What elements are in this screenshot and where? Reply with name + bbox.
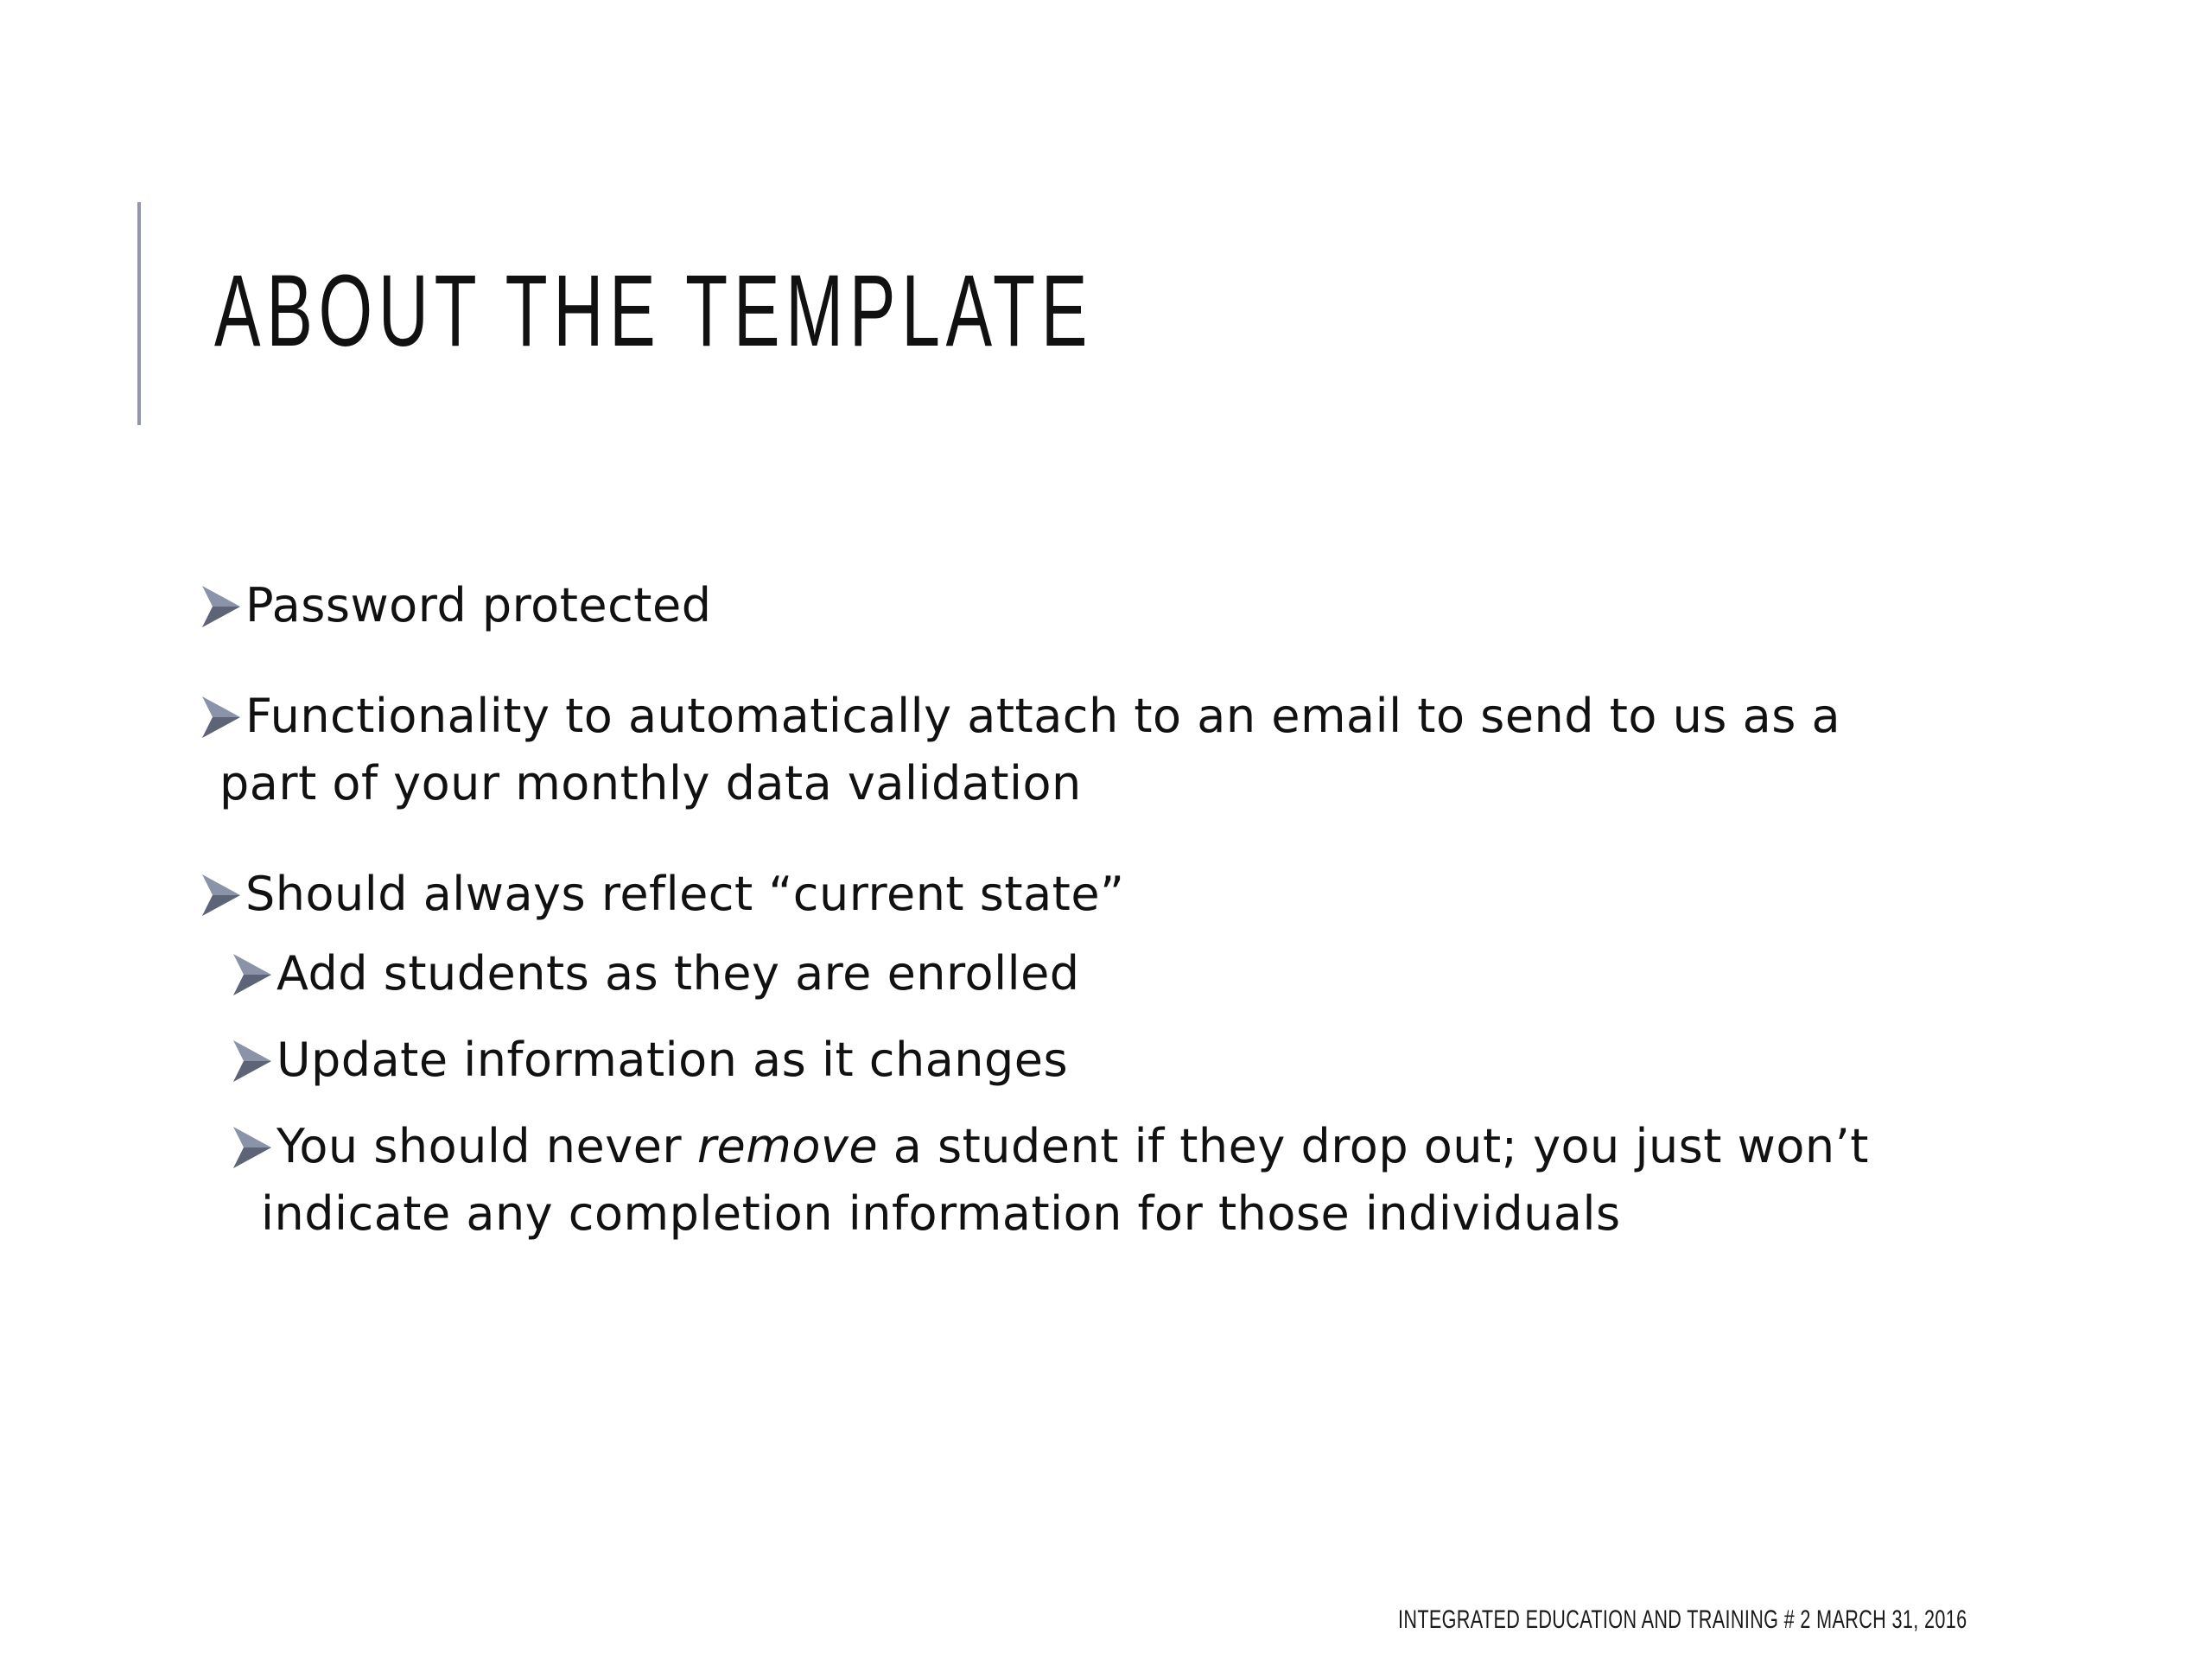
emphasis-remove: remove	[696, 1119, 879, 1173]
bullet-text: Password protected	[245, 578, 712, 632]
arrowhead-bullet-icon	[200, 695, 242, 740]
arrowhead-bullet-icon	[232, 1039, 273, 1084]
sub-bullet-item-add-students	[232, 940, 1994, 1007]
sub-bullet-text	[232, 1113, 1994, 1248]
sub-bullet-item-never-remove	[232, 1113, 1994, 1248]
slide-footer: INTEGRATED EDUCATION AND TRAINING # 2 MARCH 31, 2016	[1398, 1605, 1967, 1634]
bullet-text-line-1: Functionality to automatically attach to an email to send to us as a	[245, 689, 1841, 743]
bullet-item-password	[200, 572, 1963, 639]
sub-bullet-text: Update information as it changes	[276, 1033, 1069, 1087]
title-accent-bar	[137, 202, 141, 425]
sub-bullet-text: Add students as they are enrolled	[276, 946, 1080, 1001]
bullet-text: Should always reflect “current state”	[245, 867, 1125, 921]
bullet-item-current-state	[200, 861, 1963, 928]
bullet-text	[200, 683, 1963, 817]
sub-bullet-line-1-start: You should never	[276, 1119, 697, 1173]
arrowhead-bullet-icon	[200, 873, 242, 918]
arrowhead-bullet-icon	[200, 584, 242, 629]
bullet-text-line-2: part of your monthly data validation	[219, 756, 1082, 810]
sub-bullet-line-1-end: a student if they drop out; you just won’t	[878, 1119, 1869, 1173]
sub-bullet-line-2: indicate any completion information for those individuals	[261, 1186, 1621, 1241]
arrowhead-bullet-icon	[232, 1125, 273, 1170]
bullet-item-email	[200, 683, 1963, 817]
slide-title: ABOUT THE TEMPLATE	[214, 254, 1094, 368]
sub-bullet-line-1	[276, 1119, 1869, 1173]
sub-bullet-item-update-info	[232, 1027, 1994, 1094]
arrowhead-bullet-icon	[232, 952, 273, 997]
